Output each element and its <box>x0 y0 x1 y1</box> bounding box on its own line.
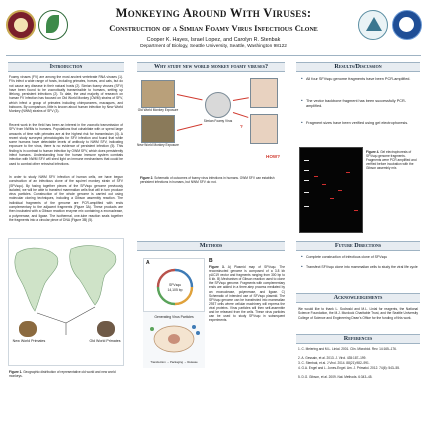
future-bullet-2: • Transfect SFVsqu clone into mammalian cells to study the viral life cycle <box>306 265 418 269</box>
introduction-heading: Introduction <box>8 62 124 72</box>
college-logo <box>358 10 388 40</box>
gel-ladder-band <box>304 206 309 207</box>
gel-electrophoresis-image <box>299 147 363 233</box>
poster-authors: Cooper K. Hayes, Israel Lopez, and Carolyn R. Stenbak <box>146 37 281 43</box>
infection-arrow-lower <box>233 112 249 118</box>
result-bullet-1: • All four SFVsqu genome fragments have been PCR-amplified. <box>306 77 418 82</box>
figure-2-text: Schematic of outcomes of foamy virus infections in humans. OWM SFV can establish persistent infections in humans, but NWM SFV do not. <box>140 176 275 185</box>
reference-3: 3. C. Stenbak, et al. J Virol. 2014. 88(21):982–991. <box>298 361 370 365</box>
how-label: HOW? <box>266 154 281 159</box>
intro-paragraph-3: In order to study NWM SFV infection of human cells, we have begun construction of an infectious clone of the squirrel monkey strain of SFV (SFVsqu). By fusing together pieces of the SFVsqu genome previously isolated, we will be able to transfect mammalian cells that will in turn produce virus particles. Construction of the whole genome is carried out using molecular cloning techniques, including a Gibson assembly reaction. The individual fragments of the genome are PCR-amplified with ends complementary to the adjacent fragments (Figure 3A). These products are then incubated with a Gibson reaction enzyme mix containing a exonuclease, a polymerase, and ligase. The isothermal, one-tube reaction seals together the fragments into a circular piece of DNA (Figure 3B) (5). <box>9 175 123 222</box>
figure-2-label: Figure 2. <box>140 176 154 180</box>
plasmid-name: SFVsqu <box>168 283 182 287</box>
gel-ladder-band <box>304 192 309 193</box>
virus-label: Simian Foamy Virus <box>203 119 233 123</box>
panel-a-label: A <box>146 260 150 266</box>
acknowledgements-heading: Acknowledgements <box>296 293 420 303</box>
results-heading: Results/Discussion <box>296 62 420 72</box>
cell-schematic-graphic <box>144 321 204 357</box>
human-lower-figure <box>250 114 278 144</box>
old-world-monkey-photo <box>97 321 115 337</box>
gel-sample-band <box>314 176 318 177</box>
figure-4-label: Figure 4. <box>366 150 380 154</box>
poster-title: Monkeying Around With Viruses: <box>115 6 312 20</box>
gel-sample-band <box>354 210 358 211</box>
acknowledgements-text: We would like to thank L. Sodroski and M.L. Linial for reagents, the National Science Foundation, the M.J. Murdock Charitable Trust, and the Seattle University College of Science and Engineering Dean's Office for the funding of this work. <box>298 307 418 320</box>
nsf-logo <box>392 10 422 40</box>
seattle-university-logo <box>6 10 36 40</box>
why-heading: Why study new world monkey foamy viruses? <box>137 62 285 72</box>
old-world-primates-label: Old World Primates <box>89 339 121 343</box>
poster-header <box>0 6 427 56</box>
panel-b-label: B <box>209 258 213 264</box>
virus-micrograph <box>205 92 231 118</box>
figure-3-label: Figure 3. <box>209 265 225 269</box>
reference-2: 2. A. Gessain, et al. 2013. J. Virol. 435:187–199. <box>298 356 367 360</box>
figure-1-text: Geographic distribution of representative old world and new world monkeys. <box>9 370 116 379</box>
world-map-graphic <box>9 239 123 365</box>
reference-1: 1. C. Meiering and M.L. Linial. 2001. Clin. Microbiol. Rev. 14:165–176. <box>298 347 397 351</box>
intro-paragraph-1: Foamy viruses (FV) are among the most ancient vertebrate RNA viruses (1). FVs infect a wide range of hosts, including primates, horses, and cats, but do not cause any disease in their natural hosts (2). Simian foamy viruses (SFV) have been found to be zoonotically transmissible to humans, setting up lifelong, persistent infections (2). To date, the vast majority of research on human FV infection has focused on Old World Monkey (OWM) strains of SFV, which infect a group of primates including chimpanzees, macaques, and baboons. By comparison, little is known about human infection by New World Monkey (NWM) strains of SFV (3). <box>9 75 123 114</box>
virus-generation-panel <box>143 311 205 368</box>
reference-5: 5. D.G. Gibson, et al. 2009. Nat. Methods. 6:343–45. <box>298 375 373 379</box>
new-world-monkey-photo <box>19 321 37 337</box>
figure-2-caption <box>140 176 282 184</box>
primate-distribution-figure <box>8 238 124 366</box>
gel-ladder-band <box>304 160 309 161</box>
reference-4: 4. G.A. Engel and L. Jones-Engel. Am. J. Primatol. 2012. 74(6): 543–55. <box>298 366 400 370</box>
methods-heading: Methods <box>137 241 285 251</box>
gel-ladder-band <box>304 180 309 181</box>
result-bullet-3: • Fragment sizes have been verified using gel electrophoresis. <box>306 121 418 126</box>
header-divider <box>6 55 421 56</box>
plasmid-size: 14,105 bp <box>167 288 183 292</box>
poster-subtitle: Construction of a Simian Foamy Virus Infectious Clone <box>109 23 318 33</box>
figure-4-caption <box>366 150 420 230</box>
figure-3-text: A) Plasmid map of SFVsqu. The reconstructed genome is composed of a 3.8 kb pUC19 vector and fragments ranging from 300 bp to 6 kb. B) Mechanism of Gibson reaction used to clone the SFVsqu genome. Fragments with complementary ends are added in a three-step process mediated by an exonuclease, polymerase, and ligase. C) Schematic of intended use of SFVsqu plasmid. The SFVsqu genome can be transfected into mammalian 293T cells where cellular machinery will express the viral proteins. Virus particles will then self-assemble and be released from the cells. These virus particles can be used to study SFVsqu in subsequent experiments. <box>209 265 285 323</box>
figure-1-label: Figure 1. <box>9 370 23 374</box>
gel-sample-band <box>338 190 342 191</box>
references-heading: References <box>296 334 420 344</box>
question-mark: ? <box>240 124 243 129</box>
figure-3-caption <box>209 265 285 369</box>
figure-4-text: Gel electrophoresis of SFVsqu genome fragments. Fragments were PCR amplified and verified before incubation with the Gibson assembly mix. <box>366 150 417 171</box>
generating-virus-title: Generating Virus Particles <box>154 315 194 319</box>
exposure-arrow-lower <box>177 124 203 131</box>
future-directions-heading: Future Directions <box>296 241 420 251</box>
gel-sample-band <box>322 184 326 185</box>
nwm-exposure-label: New World Monkey Exposure <box>137 143 179 147</box>
human-upper-figure <box>250 78 278 108</box>
gel-sample-band <box>346 172 350 173</box>
intro-paragraph-2: Recent work in the field has been an interest in the zoonotic transmission of SFV from NWMs to humans. Populations that cohabitate with or spend large amounts of time with primates are at the highest risk for transmission (4). A recent study surveyed primatologists for SFV infection and found that while some humans have detectable levels of antibody to NWM SFV, indicating exposure to the virus, there is no evidence of persistent infection (5). This finding is in contrast to human infection by OWM SFV, which does persistently infect humans. Understanding how the human immune system combats infection with NWM SFV will shed light on immune mechanisms that could be used to combat other retroviral infections. <box>9 123 123 166</box>
new-world-primates-label: New World Primates <box>12 339 46 343</box>
generation-legend: Transfection → Packaging → Release <box>150 360 198 364</box>
poster-affiliation: Department of Biology, Seattle University, Seattle, Washington 98122 <box>140 44 287 49</box>
owm-monkey-photo <box>141 80 175 108</box>
exposure-arrow-upper <box>177 94 203 101</box>
murdock-trust-logo <box>38 10 68 40</box>
nwm-monkey-photo <box>141 115 175 143</box>
infection-arrow-upper <box>233 97 249 101</box>
gel-ladder-band <box>304 170 309 171</box>
owm-exposure-label: Old World Monkey Exposure <box>137 108 179 112</box>
result-bullet-2: • The vector backbone fragment has been successfully PCR-amplified. <box>306 99 418 109</box>
gel-sample-band <box>330 198 334 199</box>
future-bullet-1: • Complete construction of infectious clone of SFVsqu <box>306 255 418 259</box>
figure-1-caption <box>9 370 123 378</box>
